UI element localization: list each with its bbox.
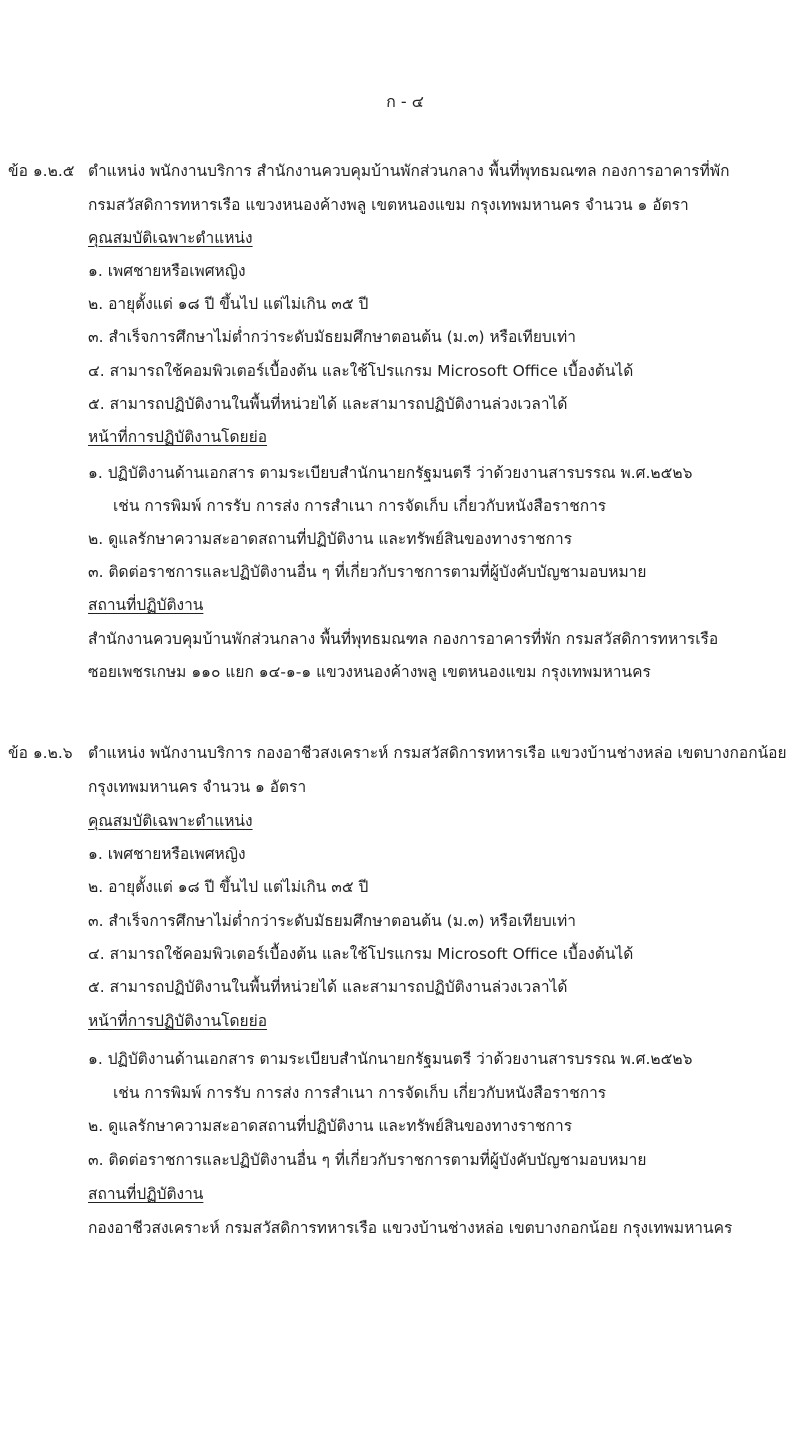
qualification-item: ๒. อายุตั้งแต่ ๑๘ ปี ขึ้นไป แต่ไม่เกิน ๓๕ ปี <box>88 295 369 313</box>
position-title-cont: กรมสวัสดิการทหารเรือ แขวงหนองค้างพลู เขตหนองแขม กรุงเทพมหานคร จำนวน ๑ อัตรา <box>88 196 689 214</box>
page-number: ก - ๔ <box>386 92 424 111</box>
duty-item: ๒. ดูแลรักษาความสะอาดสถานที่ปฏิบัติงาน และทรัพย์สินของทางราชการ <box>88 530 573 548</box>
location-line: ซอยเพชรเกษม ๑๑๐ แยก ๑๔-๑-๑ แขวงหนองค้างพลู เขตหนองแขม กรุงเทพมหานคร <box>88 663 651 681</box>
duty-item: ๑. ปฏิบัติงานด้านเอกสาร ตามระเบียบสำนักนายกรัฐมนตรี ว่าด้วยงานสารบรรณ พ.ศ.๒๕๒๖ <box>88 1050 693 1068</box>
qualifications-heading: คุณสมบัติเฉพาะตำแหน่ง <box>88 812 253 830</box>
qualification-item: ๕. สามารถปฏิบัติงานในพื้นที่หน่วยได้ และสามารถปฏิบัติงานล่วงเวลาได้ <box>88 978 568 996</box>
qualification-item: ๒. อายุตั้งแต่ ๑๘ ปี ขึ้นไป แต่ไม่เกิน ๓๕ ปี <box>88 878 369 896</box>
position-title: ตำแหน่ง พนักงานบริการ สำนักงานควบคุมบ้านพักส่วนกลาง พื้นที่พุทธมณฑล กองการอาคารที่พัก <box>88 162 730 180</box>
location-line: สำนักงานควบคุมบ้านพักส่วนกลาง พื้นที่พุทธมณฑล กองการอาคารที่พัก กรมสวัสดิการทหารเรือ <box>88 630 719 648</box>
position-title: ตำแหน่ง พนักงานบริการ กองอาชีวสงเคราะห์ กรมสวัสดิการทหารเรือ แขวงบ้านช่างหล่อ เขตบางกอกน้อย <box>88 744 787 762</box>
qualification-item: ๔. สามารถใช้คอมพิวเตอร์เบื้องต้น และใช้โปรแกรม Microsoft Office เบื้องต้นได้ <box>88 945 634 963</box>
qualifications-heading: คุณสมบัติเฉพาะตำแหน่ง <box>88 229 253 247</box>
qualification-item: ๓. สำเร็จการศึกษาไม่ต่ำกว่าระดับมัธยมศึกษาตอนต้น (ม.๓) หรือเทียบเท่า <box>88 912 576 930</box>
location-heading: สถานที่ปฏิบัติงาน <box>88 1185 204 1203</box>
section-label: ข้อ ๑.๒.๖ <box>8 744 73 762</box>
qualification-item: ๔. สามารถใช้คอมพิวเตอร์เบื้องต้น และใช้โปรแกรม Microsoft Office เบื้องต้นได้ <box>88 362 634 380</box>
duty-item: ๑. ปฏิบัติงานด้านเอกสาร ตามระเบียบสำนักนายกรัฐมนตรี ว่าด้วยงานสารบรรณ พ.ศ.๒๕๒๖ <box>88 464 693 482</box>
duty-item: ๓. ติดต่อราชการและปฏิบัติงานอื่น ๆ ที่เกี่ยวกับราชการตามที่ผู้บังคับบัญชามอบหมาย <box>88 563 647 581</box>
duty-item: ๓. ติดต่อราชการและปฏิบัติงานอื่น ๆ ที่เกี่ยวกับราชการตามที่ผู้บังคับบัญชามอบหมาย <box>88 1151 647 1169</box>
duties-heading: หน้าที่การปฏิบัติงานโดยย่อ <box>88 1012 268 1030</box>
location-line: กองอาชีวสงเคราะห์ กรมสวัสดิการทหารเรือ แขวงบ้านช่างหล่อ เขตบางกอกน้อย กรุงเทพมหานคร <box>88 1219 733 1237</box>
qualification-item: ๕. สามารถปฏิบัติงานในพื้นที่หน่วยได้ และสามารถปฏิบัติงานล่วงเวลาได้ <box>88 395 568 413</box>
position-title-cont: กรุงเทพมหานคร จำนวน ๑ อัตรา <box>88 778 307 796</box>
duty-item-cont: เช่น การพิมพ์ การรับ การส่ง การสำเนา การจัดเก็บ เกี่ยวกับหนังสือราชการ <box>113 1084 607 1102</box>
qualification-item: ๑. เพศชายหรือเพศหญิง <box>88 845 246 863</box>
duty-item-cont: เช่น การพิมพ์ การรับ การส่ง การสำเนา การจัดเก็บ เกี่ยวกับหนังสือราชการ <box>113 497 607 515</box>
qualification-item: ๓. สำเร็จการศึกษาไม่ต่ำกว่าระดับมัธยมศึกษาตอนต้น (ม.๓) หรือเทียบเท่า <box>88 328 576 346</box>
qualification-item: ๑. เพศชายหรือเพศหญิง <box>88 262 246 280</box>
duty-item: ๒. ดูแลรักษาความสะอาดสถานที่ปฏิบัติงาน และทรัพย์สินของทางราชการ <box>88 1117 573 1135</box>
location-heading: สถานที่ปฏิบัติงาน <box>88 596 204 614</box>
section-label: ข้อ ๑.๒.๕ <box>8 162 75 180</box>
duties-heading: หน้าที่การปฏิบัติงานโดยย่อ <box>88 428 268 446</box>
